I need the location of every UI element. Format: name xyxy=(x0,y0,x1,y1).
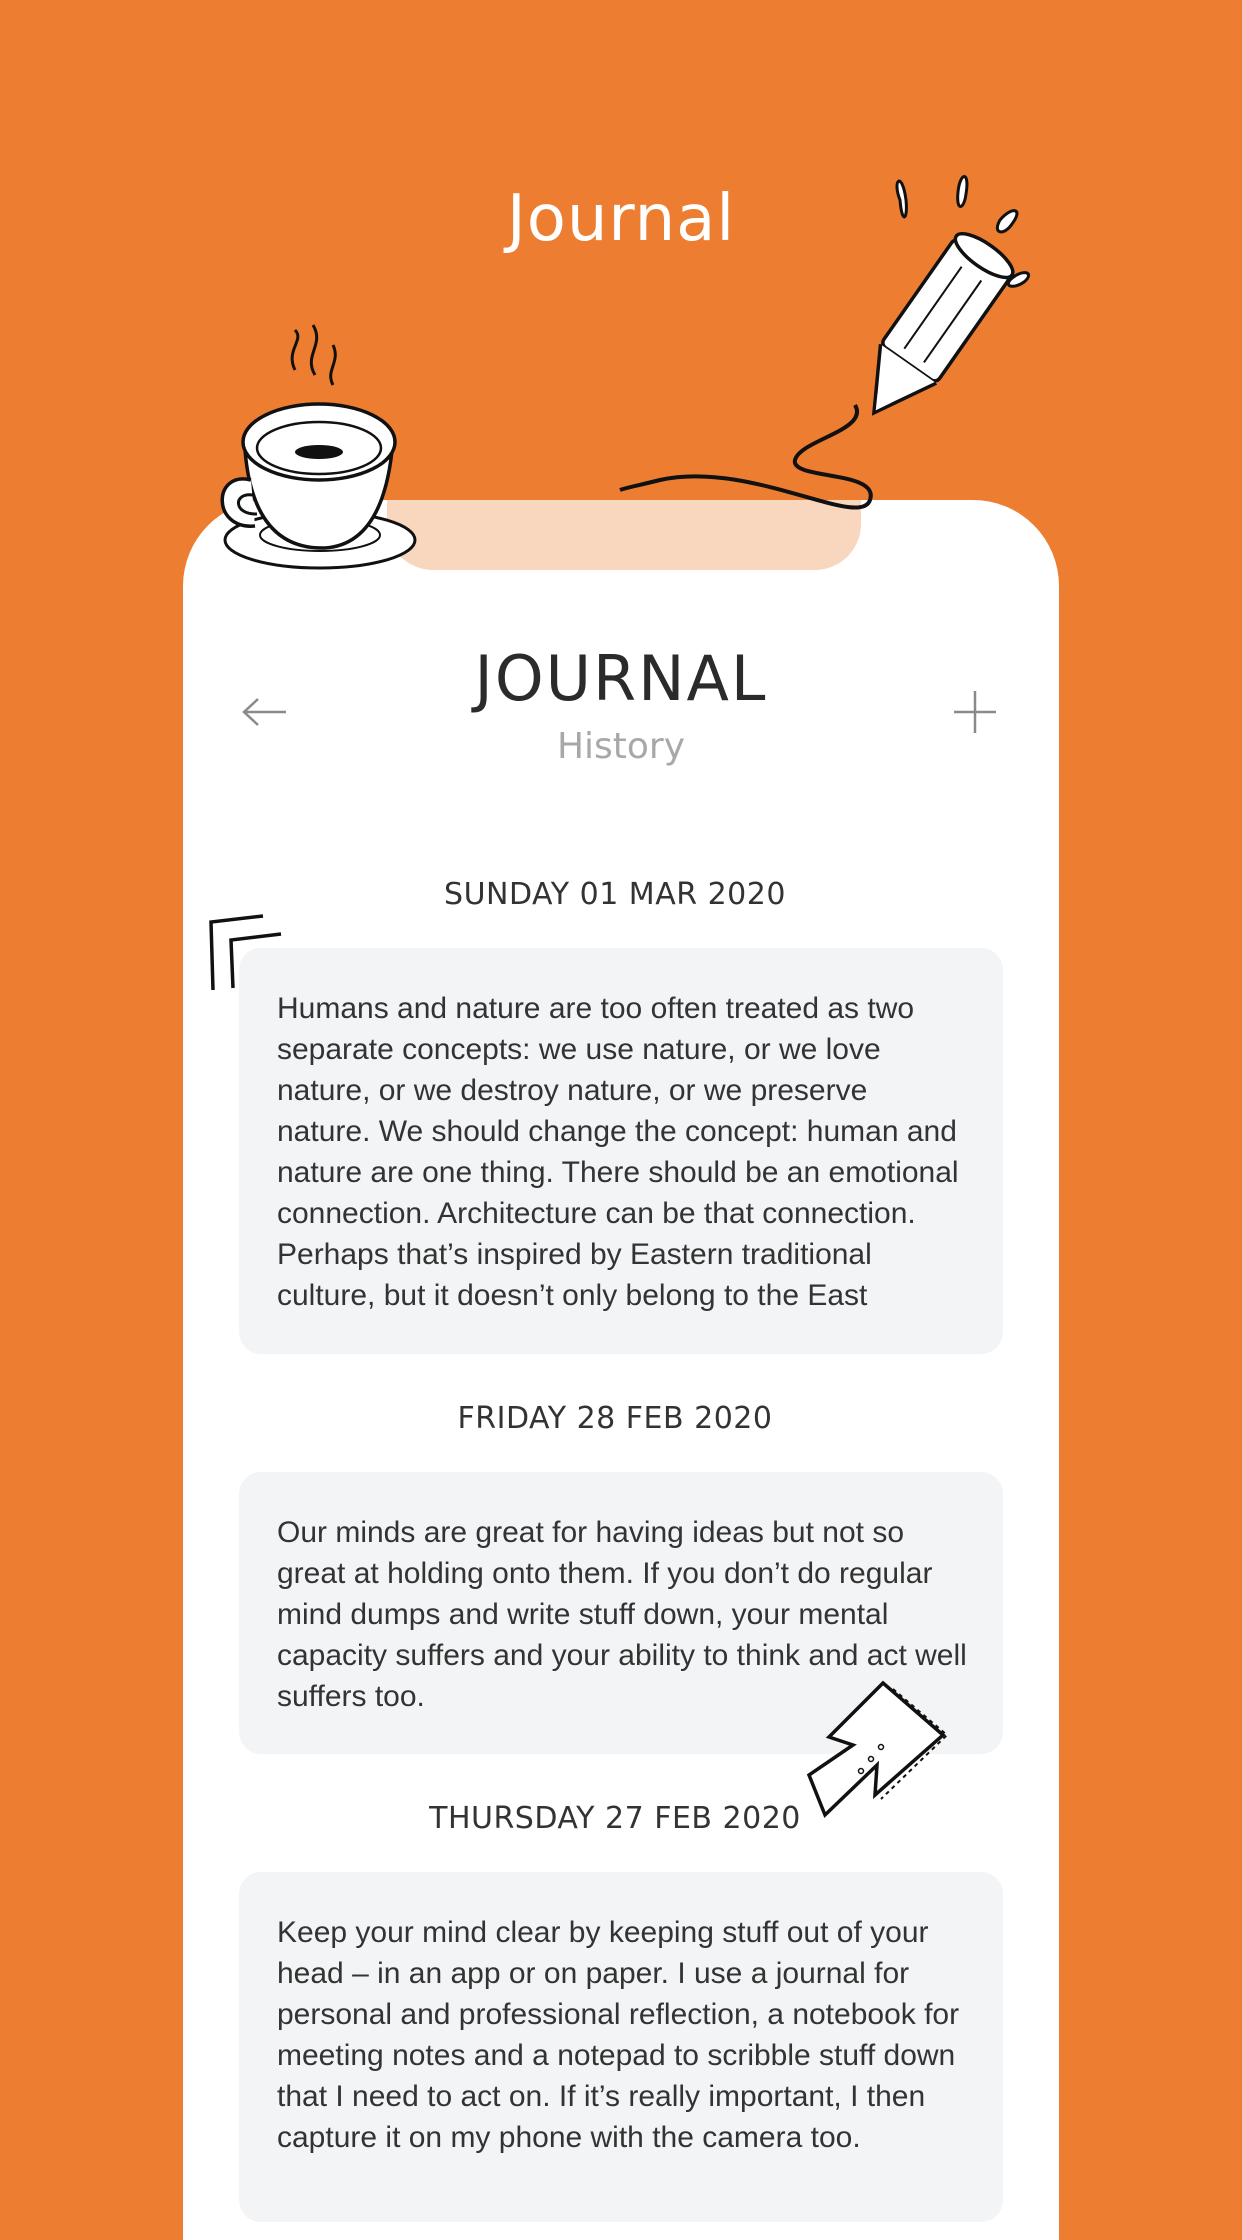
entry-text: Keep your mind clear by keeping stuff out of your head – in an app or on paper. I use a journal for personal and professional reflection, a notebook for meeting notes and a notepad to scribble stuff down that I need to act on. If it’s really important, I then capture it on my phone with the camera too. xyxy=(277,1916,960,2154)
entry-card[interactable] xyxy=(239,948,1003,1354)
entry-date: SUNDAY 01 MAR 2020 xyxy=(444,877,786,912)
entry-date: FRIDAY 28 FEB 2020 xyxy=(457,1401,773,1436)
pencil-scribble-icon xyxy=(620,170,1040,520)
app-subtitle: History xyxy=(556,726,686,767)
hero-title: Journal xyxy=(506,182,736,256)
app-title: JOURNAL xyxy=(474,642,768,715)
entry-date: THURSDAY 27 FEB 2020 xyxy=(429,1801,801,1836)
coffee-cup-icon xyxy=(215,330,425,590)
down-arrow-doodle-icon xyxy=(805,1675,955,1825)
add-entry-button[interactable] xyxy=(943,680,1007,744)
entry-list xyxy=(239,870,1003,2222)
corner-arrow-icon xyxy=(205,910,285,1000)
plus-icon xyxy=(952,689,998,735)
entry-text: Our minds are great for having ideas but not so great at holding onto them. If you don’t do regular mind dumps and write stuff down, your mental capacity suffers and your ability to think and act well suffers too. xyxy=(277,1516,967,1713)
entry-text: Humans and nature are too often treated as two separate concepts: we use nature, or we love nature, or we destroy nature, or we preserve nature. We should change the concept: human and nature are one thing. There should be an emotional connection. Architecture can be that connection. Perhaps that’s inspired by Eastern traditional culture, but it doesn’t only belong to the East xyxy=(277,992,959,1312)
entry-card[interactable] xyxy=(239,1872,1003,2222)
phone-frame xyxy=(183,500,1059,2240)
